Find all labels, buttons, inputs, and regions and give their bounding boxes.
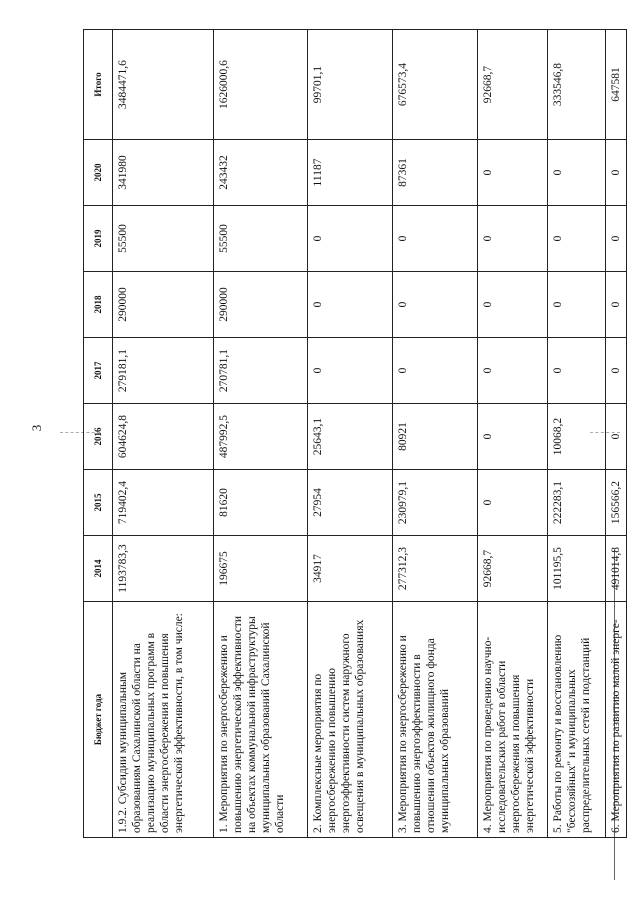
cell-2016: 0 bbox=[606, 404, 627, 470]
cell-2018: 290000 bbox=[214, 272, 308, 338]
table-row bbox=[393, 30, 478, 838]
cell-2014: 1193783,3 bbox=[113, 536, 214, 602]
table-row bbox=[214, 30, 308, 838]
cell-2017: 279181,1 bbox=[113, 338, 214, 404]
row-name: 1.9.2. Субсидии муниципальным образованиям Сахалинской области на реализацию муниципальных программ в области энергосбережения и повышения энергетической эффективности, в том числе: bbox=[113, 602, 214, 838]
cell-2016: 0 bbox=[478, 404, 548, 470]
table-row bbox=[548, 30, 606, 838]
cell-2019: 55500 bbox=[214, 206, 308, 272]
header-2016: 2016 bbox=[84, 404, 113, 470]
cell-2017: 0 bbox=[606, 338, 627, 404]
budget-table bbox=[83, 29, 627, 838]
cell-2020: 0 bbox=[606, 140, 627, 206]
row-name: 1. Мероприятия по энергосбережению и повышению энергетической эффективности на объектах коммунальной инфраструктуры муниципальных образований Сахалинской области bbox=[214, 602, 308, 838]
cell-2017: 0 bbox=[478, 338, 548, 404]
table-row bbox=[478, 30, 548, 838]
row-name: 4. Мероприятия по проведению научно-исследовательских работ в области энергосбережения и повышения энергетической эффективности bbox=[478, 602, 548, 838]
cell-2016: 80921 bbox=[393, 404, 478, 470]
cell-2017: 0 bbox=[308, 338, 393, 404]
cell-2019: 0 bbox=[393, 206, 478, 272]
header-2014: 2014 bbox=[84, 536, 113, 602]
cell-2014: 101195,5 bbox=[548, 536, 606, 602]
cell-2019: 0 bbox=[478, 206, 548, 272]
table-row bbox=[113, 30, 214, 838]
row-name: 5. Работы по ремонту и восстановлению "бесхозяйных" и муниципальных распределительных сетей и подстанций bbox=[548, 602, 606, 838]
cell-2015: 0 bbox=[478, 470, 548, 536]
cell-2016: 25643,1 bbox=[308, 404, 393, 470]
header-2020: 2020 bbox=[84, 140, 113, 206]
cell-2014: 277312,3 bbox=[393, 536, 478, 602]
cell-2019: 55500 bbox=[113, 206, 214, 272]
cell-2019: 0 bbox=[308, 206, 393, 272]
cell-total: 92668,7 bbox=[478, 30, 548, 140]
row-name: 3. Мероприятия по энергосбережению и повышению энергоэффективности в отношении объектов жилищного фонда муниципальных образований bbox=[393, 602, 478, 838]
cell-2014: 196675 bbox=[214, 536, 308, 602]
header-2019: 2019 bbox=[84, 206, 113, 272]
cell-2020: 341980 bbox=[113, 140, 214, 206]
cell-2016: 487992,5 bbox=[214, 404, 308, 470]
table-row bbox=[606, 30, 627, 838]
cell-2015: 222283,1 bbox=[548, 470, 606, 536]
cell-total: 647581 bbox=[606, 30, 627, 140]
cell-2014: 491014,8 bbox=[606, 536, 627, 602]
cell-total: 1626000,6 bbox=[214, 30, 308, 140]
cell-2018: 0 bbox=[308, 272, 393, 338]
cell-2016: 10068,2 bbox=[548, 404, 606, 470]
cell-2017: 0 bbox=[393, 338, 478, 404]
header-2015: 2015 bbox=[84, 470, 113, 536]
cell-2017: 0 bbox=[548, 338, 606, 404]
cell-2018: 0 bbox=[393, 272, 478, 338]
cell-2015: 230979,1 bbox=[393, 470, 478, 536]
cell-2017: 270781,1 bbox=[214, 338, 308, 404]
cell-total: 99701,1 bbox=[308, 30, 393, 140]
cell-2015: 156566,2 bbox=[606, 470, 627, 536]
row-name: 6. Мероприятия по развитию малой энерге- bbox=[606, 602, 627, 838]
cell-2015: 81620 bbox=[214, 470, 308, 536]
cell-2020: 0 bbox=[548, 140, 606, 206]
header-total: Итого bbox=[84, 30, 113, 140]
cell-2018: 0 bbox=[548, 272, 606, 338]
cell-2016: 604624,8 bbox=[113, 404, 214, 470]
table-row bbox=[308, 30, 393, 838]
cell-2014: 92668,7 bbox=[478, 536, 548, 602]
cell-2018: 0 bbox=[478, 272, 548, 338]
cell-2018: 0 bbox=[606, 272, 627, 338]
cell-2020: 243432 bbox=[214, 140, 308, 206]
cell-2020: 11187 bbox=[308, 140, 393, 206]
cell-2014: 34917 bbox=[308, 536, 393, 602]
cell-2015: 719402,4 bbox=[113, 470, 214, 536]
cell-total: 333546,8 bbox=[548, 30, 606, 140]
cell-2019: 0 bbox=[548, 206, 606, 272]
cell-2018: 290000 bbox=[113, 272, 214, 338]
page-number: 3 bbox=[29, 424, 44, 432]
cell-2015: 27954 bbox=[308, 470, 393, 536]
cell-2019: 0 bbox=[606, 206, 627, 272]
header-2018: 2018 bbox=[84, 272, 113, 338]
cell-2020: 0 bbox=[478, 140, 548, 206]
cell-2020: 87361 bbox=[393, 140, 478, 206]
header-budget-year: Бюджет года bbox=[84, 602, 113, 838]
cell-total: 676573,4 bbox=[393, 30, 478, 140]
cell-total: 3484471,6 bbox=[113, 30, 214, 140]
header-2017: 2017 bbox=[84, 338, 113, 404]
header-row bbox=[84, 30, 113, 838]
row-name: 2. Комплексные мероприятия по энергосбережению и повышению энергоэффективности систем наружного освещения в муниципальных образованиях bbox=[308, 602, 393, 838]
